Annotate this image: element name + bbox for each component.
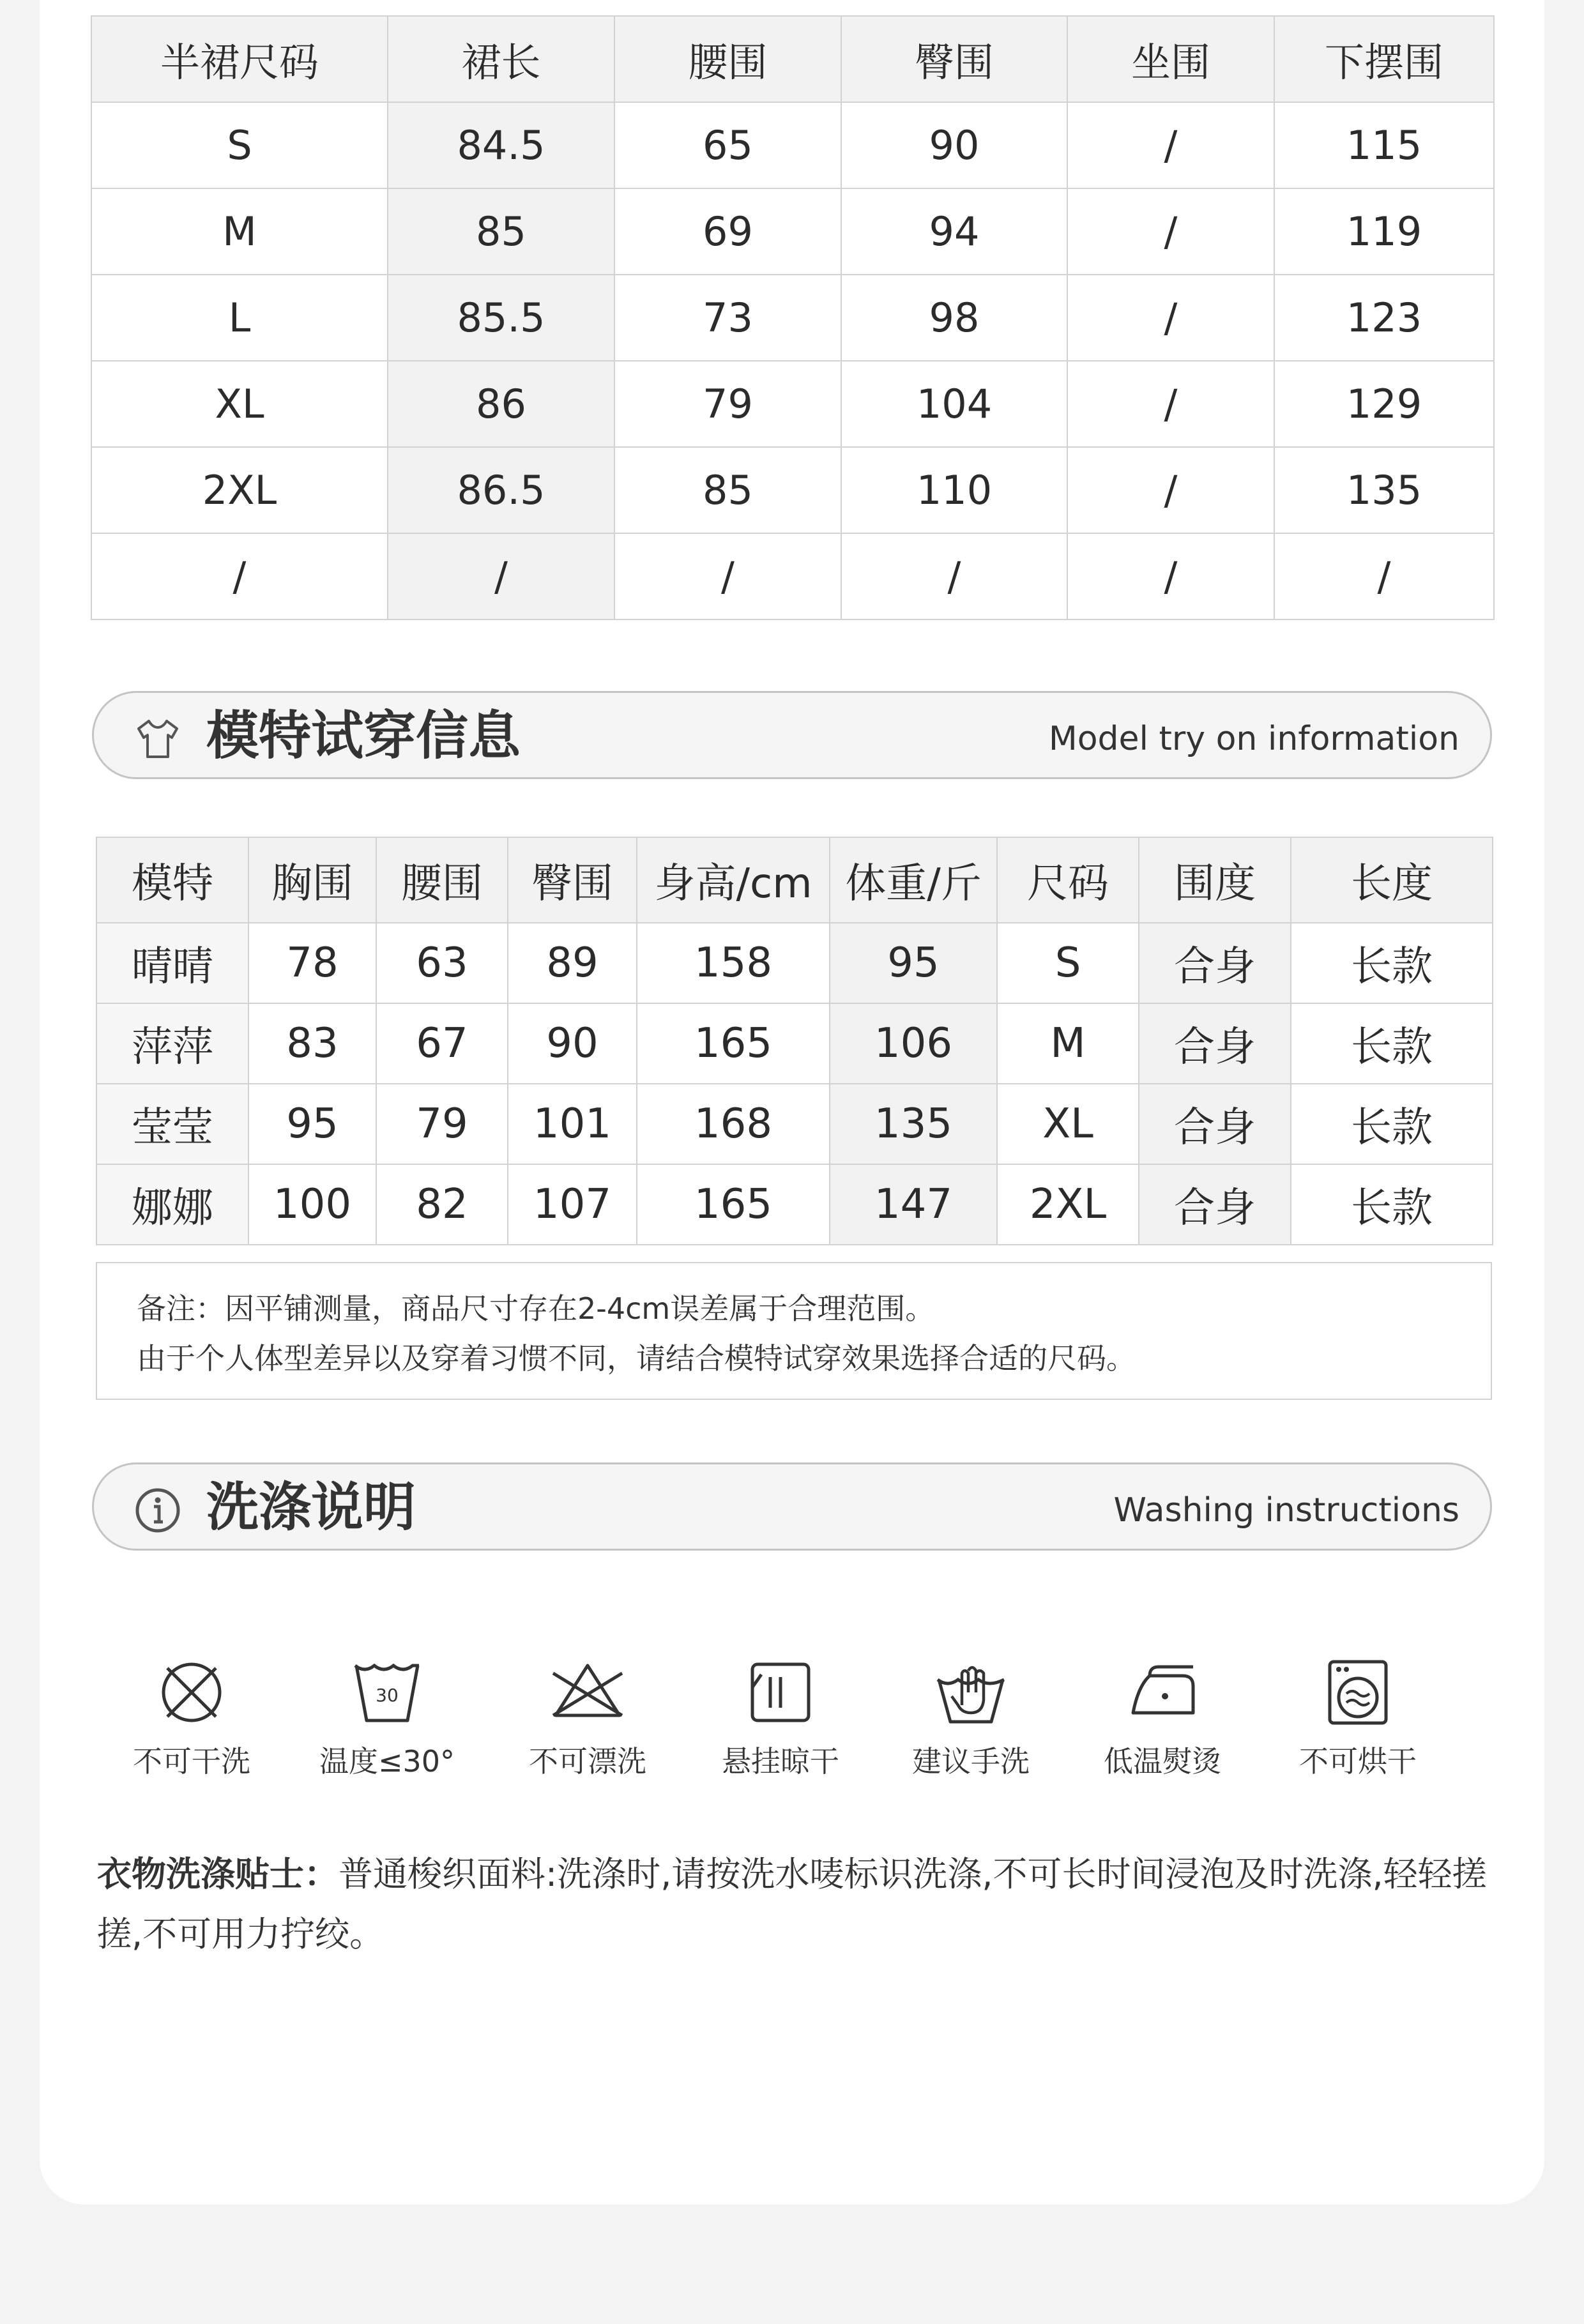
model-cell: 95 [830,923,997,1003]
size-cell: 79 [614,361,841,447]
table-row [96,923,1493,1003]
size-cell: XL [91,361,388,447]
size-cell: 104 [841,361,1067,447]
no-bleach-icon [549,1654,626,1731]
wash-item [888,1654,1054,1779]
wash-30-icon [349,1654,425,1731]
size-cell: 85 [614,447,841,533]
model-name-cell: 晴晴 [96,923,248,1003]
wash-item [1079,1654,1245,1779]
size-cell: / [841,533,1067,619]
model-cell: 90 [508,1003,637,1084]
model-cell: 67 [376,1003,508,1084]
model-section-title-en: Model try on information [1048,720,1459,758]
model-cell: 合身 [1139,1084,1291,1164]
model-cell: M [997,1003,1139,1084]
table-row [91,533,1494,619]
size-cell: 110 [841,447,1067,533]
model-name-cell: 莹莹 [96,1084,248,1164]
washing-tips-text: 普通梭织面料:洗涤时,请按洗水唛标识洗涤,不可长时间浸泡及时洗涤,轻轻搓搓,不可用力拧绞。 [97,1854,1487,1954]
wash-label: 不可漂洗 [529,1744,646,1779]
model-table [96,837,1493,1245]
size-cell: 85.5 [388,275,614,361]
size-cell: / [1067,188,1274,275]
size-cell: 85 [388,188,614,275]
table-row [96,1003,1493,1084]
size-header-cell: 下摆围 [1274,16,1494,102]
washing-tips-label: 衣物洗涤贴士： [97,1854,339,1894]
model-cell: 长款 [1291,1084,1493,1164]
wash-label: 温度≤30° [319,1744,455,1779]
size-header-cell: 臀围 [841,16,1067,102]
fit-notes [96,1262,1492,1400]
size-table-header-row [91,16,1494,102]
model-header-cell: 长度 [1291,837,1493,923]
model-cell: 135 [830,1084,997,1164]
wash-temp-text: 30 [376,1685,399,1706]
table-row [91,361,1494,447]
hand-wash-icon [933,1654,1009,1731]
model-header-cell: 臀围 [508,837,637,923]
size-header-cell: 半裙尺码 [91,16,388,102]
low-iron-icon [1124,1654,1201,1731]
size-cell: 69 [614,188,841,275]
model-cell: 63 [376,923,508,1003]
model-cell: 合身 [1139,1164,1291,1245]
size-cell: 90 [841,102,1067,188]
wash-item [109,1654,275,1779]
model-cell: 95 [248,1084,376,1164]
model-cell: 合身 [1139,923,1291,1003]
size-cell: 86.5 [388,447,614,533]
hang-dry-icon [742,1654,819,1731]
no-dry-clean-icon [153,1654,230,1731]
size-cell: 123 [1274,275,1494,361]
model-table-header-row [96,837,1493,923]
model-cell: XL [997,1084,1139,1164]
model-cell: 长款 [1291,1003,1493,1084]
size-cell: / [91,533,388,619]
model-header-cell: 尺码 [997,837,1139,923]
size-cell: / [614,533,841,619]
model-header-cell: 模特 [96,837,248,923]
size-cell: / [388,533,614,619]
table-row [91,188,1494,275]
washing-section-title-en: Washing instructions [1113,1491,1459,1530]
wash-label: 低温熨烫 [1104,1744,1221,1779]
size-cell: / [1067,447,1274,533]
washing-tips [97,1844,1515,1964]
wash-item [697,1654,864,1779]
model-name-cell: 萍萍 [96,1003,248,1084]
model-cell: 2XL [997,1164,1139,1245]
size-cell: S [91,102,388,188]
table-row [91,275,1494,361]
no-tumble-dry-icon [1320,1654,1396,1731]
model-cell: 106 [830,1003,997,1084]
size-cell: 135 [1274,447,1494,533]
size-header-cell: 腰围 [614,16,841,102]
size-cell: 73 [614,275,841,361]
model-section-title: 模特试穿信息 [206,706,521,766]
wash-item [1275,1654,1441,1779]
size-cell: / [1067,102,1274,188]
fit-note-line: 备注：因平铺测量，商品尺寸存在2-4cm误差属于合理范围。 [137,1291,935,1326]
model-cell: 82 [376,1164,508,1245]
model-cell: 158 [637,923,830,1003]
model-cell: 165 [637,1003,830,1084]
model-cell: 101 [508,1084,637,1164]
wash-label: 不可干洗 [133,1744,250,1779]
table-row [91,102,1494,188]
washing-section-title: 洗涤说明 [206,1477,416,1538]
size-cell: / [1274,533,1494,619]
model-cell: S [997,923,1139,1003]
model-cell: 100 [248,1164,376,1245]
size-table [91,15,1495,620]
size-cell: L [91,275,388,361]
model-section-banner [92,691,1492,779]
model-cell: 长款 [1291,923,1493,1003]
model-cell: 107 [508,1164,637,1245]
table-row [91,447,1494,533]
model-cell: 168 [637,1084,830,1164]
size-header-cell: 裙长 [388,16,614,102]
model-name-cell: 娜娜 [96,1164,248,1245]
size-cell: 129 [1274,361,1494,447]
table-row [96,1084,1493,1164]
wash-label: 悬挂晾干 [722,1744,839,1779]
size-cell: 115 [1274,102,1494,188]
model-header-cell: 腰围 [376,837,508,923]
wash-label: 建议手洗 [912,1744,1030,1779]
model-cell: 83 [248,1003,376,1084]
model-cell: 165 [637,1164,830,1245]
wash-item [505,1654,671,1779]
size-cell: M [91,188,388,275]
model-cell: 79 [376,1084,508,1164]
size-cell: 94 [841,188,1067,275]
fit-note-line: 由于个人体型差异以及穿着习惯不同，请结合模特试穿效果选择合适的尺码。 [137,1341,1136,1376]
info-icon [133,1486,182,1535]
model-cell: 长款 [1291,1164,1493,1245]
wash-item [304,1654,470,1779]
size-cell: 86 [388,361,614,447]
size-cell: 98 [841,275,1067,361]
washing-section-banner [92,1462,1492,1551]
size-cell: 119 [1274,188,1494,275]
model-cell: 合身 [1139,1003,1291,1084]
tshirt-icon [133,715,182,763]
size-header-cell: 坐围 [1067,16,1274,102]
size-cell: 65 [614,102,841,188]
model-cell: 78 [248,923,376,1003]
model-cell: 89 [508,923,637,1003]
wash-label: 不可烘干 [1299,1744,1417,1779]
size-cell: / [1067,361,1274,447]
model-header-cell: 围度 [1139,837,1291,923]
size-cell: / [1067,275,1274,361]
size-cell: 2XL [91,447,388,533]
size-cell: 84.5 [388,102,614,188]
table-row [96,1164,1493,1245]
model-header-cell: 身高/cm [637,837,830,923]
size-cell: / [1067,533,1274,619]
model-header-cell: 体重/斤 [830,837,997,923]
model-header-cell: 胸围 [248,837,376,923]
model-cell: 147 [830,1164,997,1245]
